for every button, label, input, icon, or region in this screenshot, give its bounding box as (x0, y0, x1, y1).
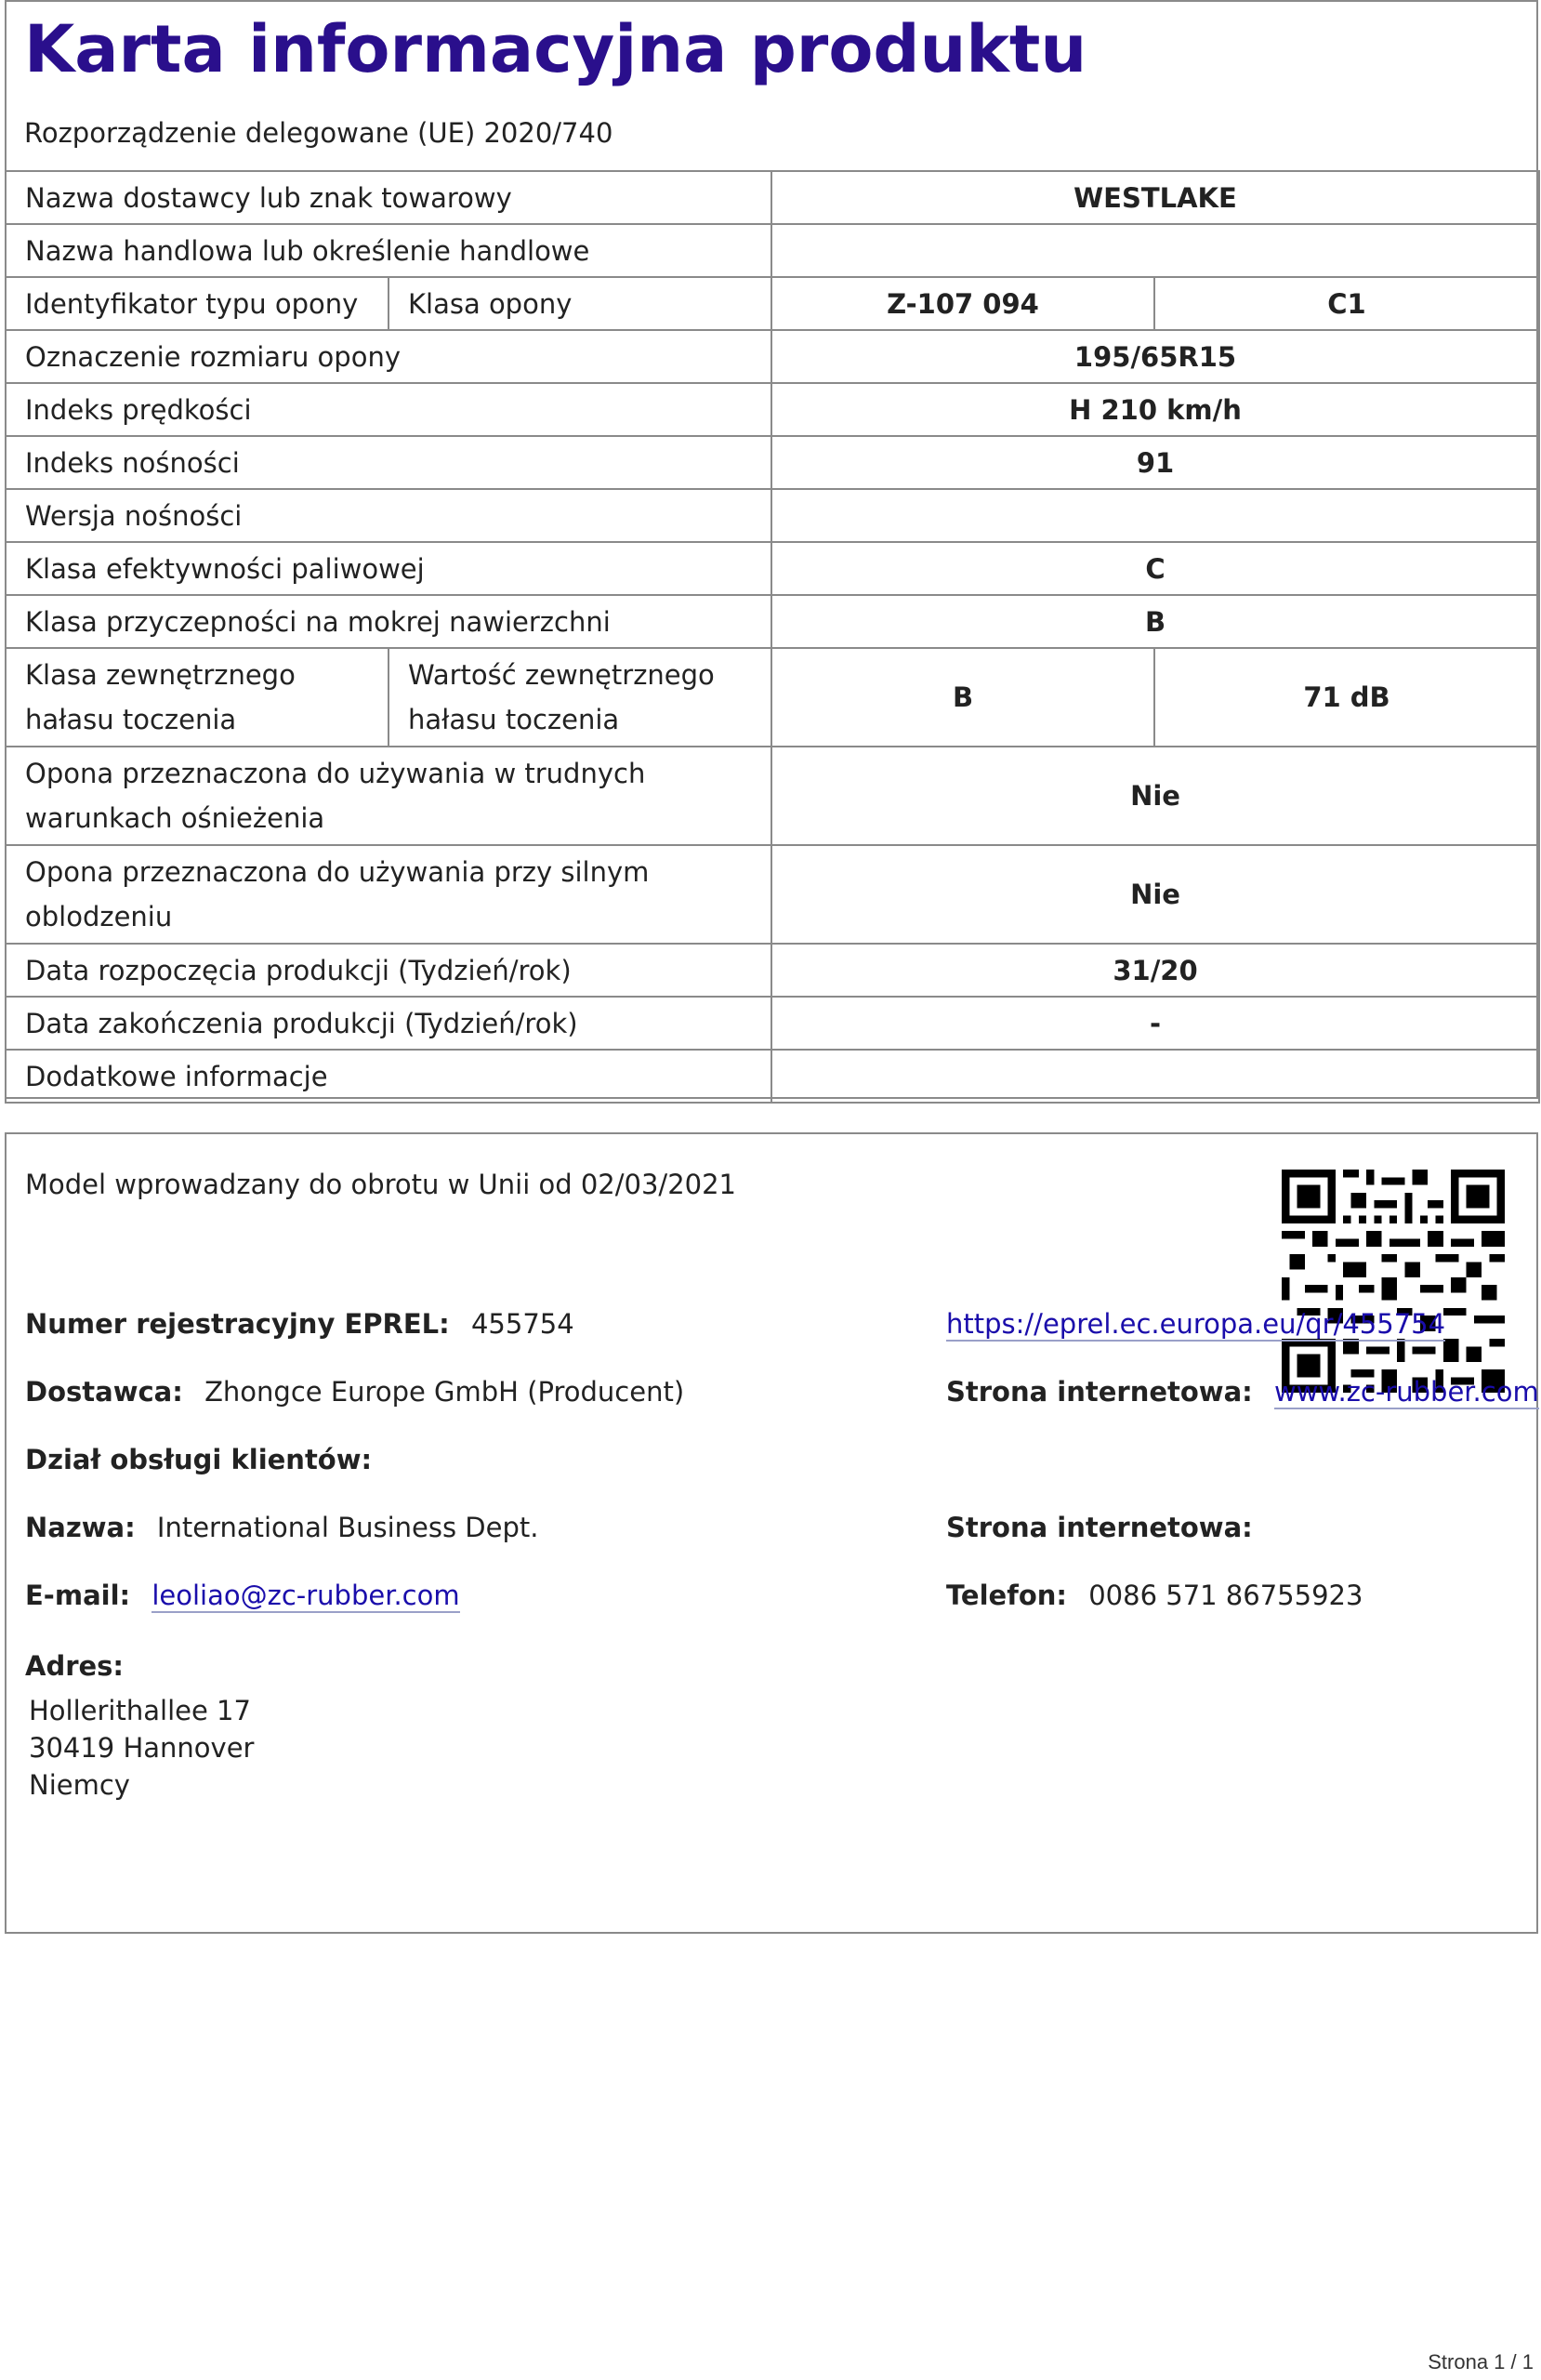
size-value: 195/65R15 (771, 330, 1539, 383)
phone-value: 0086 571 86755923 (1088, 1580, 1363, 1611)
contact-name-label: Nazwa: (25, 1512, 136, 1543)
email-label: E-mail: (25, 1580, 131, 1611)
table-row (6, 277, 1539, 330)
table-row (6, 944, 1539, 997)
noise-value-label: Wartość zewnętrznego hałasu toczenia (389, 648, 771, 747)
supplier-row (25, 1373, 684, 1410)
table-row (6, 845, 1539, 944)
load-version-label: Wersja nośności (6, 489, 771, 542)
additional-info-label: Dodatkowe informacje (6, 1050, 771, 1103)
contact-website-row (946, 1509, 1253, 1546)
type-id-label: Identyfikator typu opony (6, 277, 389, 330)
supplier-value: WESTLAKE (771, 171, 1539, 224)
speed-index-value: H 210 km/h (771, 383, 1539, 436)
snow-value: Nie (771, 747, 1539, 845)
table-row (6, 330, 1539, 383)
supplier-label: Nazwa dostawcy lub znak towarowy (6, 171, 771, 224)
eprel-link[interactable]: https://eprel.ec.europa.eu/qr/455754 (946, 1308, 1446, 1340)
load-index-label: Indeks nośności (6, 436, 771, 489)
size-label: Oznaczenie rozmiaru opony (6, 330, 771, 383)
table-row (6, 595, 1539, 648)
eprel-link-row (946, 1305, 1445, 1342)
table-row (6, 1050, 1539, 1103)
contact-website-label: Strona internetowa: (946, 1512, 1253, 1543)
supplier-value: Zhongce Europe GmbH (Producent) (204, 1376, 685, 1408)
eprel-label: Numer rejestracyjny EPREL: (25, 1308, 450, 1340)
product-spec-table (5, 170, 1540, 1104)
production-start-label: Data rozpoczęcia produkcji (Tydzień/rok) (6, 944, 771, 997)
address-line-3: Niemcy (29, 1769, 130, 1801)
market-date-text: Model wprowadzany do obrotu w Unii od 02/03/2021 (25, 1169, 737, 1200)
supplier-info-panel (5, 1132, 1538, 1934)
eprel-value: 455754 (470, 1308, 574, 1340)
tyre-class-value: C1 (1154, 277, 1539, 330)
production-end-value: - (771, 997, 1539, 1050)
table-row (6, 648, 1539, 747)
table-row (6, 542, 1539, 595)
table-row (6, 747, 1539, 845)
table-row (6, 224, 1539, 277)
fuel-efficiency-label: Klasa efektywności paliwowej (6, 542, 771, 595)
load-version-value (771, 489, 1539, 542)
noise-class-label: Klasa zewnętrznego hałasu toczenia (6, 648, 389, 747)
snow-label: Opona przeznaczona do używania w trudnych warunkach ośnieżenia (6, 747, 771, 845)
noise-value-value: 71 dB (1154, 648, 1539, 747)
website-row (946, 1373, 1539, 1410)
regulation-reference: Rozporządzenie delegowane (UE) 2020/740 (24, 117, 613, 149)
contact-name-value: International Business Dept. (156, 1512, 539, 1543)
load-index-value: 91 (771, 436, 1539, 489)
production-start-value: 31/20 (771, 944, 1539, 997)
type-id-value: Z-107 094 (771, 277, 1154, 330)
tyre-class-label: Klasa opony (389, 277, 771, 330)
trade-name-value (771, 224, 1539, 277)
phone-row (946, 1577, 1363, 1614)
ice-label: Opona przeznaczona do używania przy silnym oblodzeniu (6, 845, 771, 944)
ice-value: Nie (771, 845, 1539, 944)
trade-name-label: Nazwa handlowa lub określenie handlowe (6, 224, 771, 277)
production-end-label: Data zakończenia produkcji (Tydzień/rok) (6, 997, 771, 1050)
table-row (6, 489, 1539, 542)
customer-service-heading: Dział obsługi klientów: (25, 1444, 373, 1475)
speed-index-label: Indeks prędkości (6, 383, 771, 436)
additional-info-value (771, 1050, 1539, 1103)
contact-name-row (25, 1509, 538, 1546)
address-label: Adres: (25, 1650, 125, 1682)
address-line-1: Hollerithallee 17 (29, 1695, 251, 1726)
fuel-efficiency-value: C (771, 542, 1539, 595)
email-link[interactable]: leoliao@zc-rubber.com (151, 1580, 460, 1611)
eprel-row (25, 1305, 574, 1342)
table-row (6, 997, 1539, 1050)
noise-class-value: B (771, 648, 1154, 747)
website-label: Strona internetowa: (946, 1376, 1253, 1408)
website-link[interactable]: www.zc-rubber.com (1273, 1376, 1539, 1408)
table-row (6, 436, 1539, 489)
page-number: Strona 1 / 1 (1428, 2350, 1534, 2373)
supplier-label: Dostawca: (25, 1376, 183, 1408)
table-row (6, 171, 1539, 224)
address-line-2: 30419 Hannover (29, 1732, 255, 1764)
email-row (25, 1577, 460, 1614)
wet-grip-value: B (771, 595, 1539, 648)
wet-grip-label: Klasa przyczepności na mokrej nawierzchni (6, 595, 771, 648)
phone-label: Telefon: (946, 1580, 1067, 1611)
qr-code-icon[interactable] (1282, 1170, 1505, 1393)
table-row (6, 383, 1539, 436)
page-title: Karta informacyjna produktu (24, 11, 1087, 87)
